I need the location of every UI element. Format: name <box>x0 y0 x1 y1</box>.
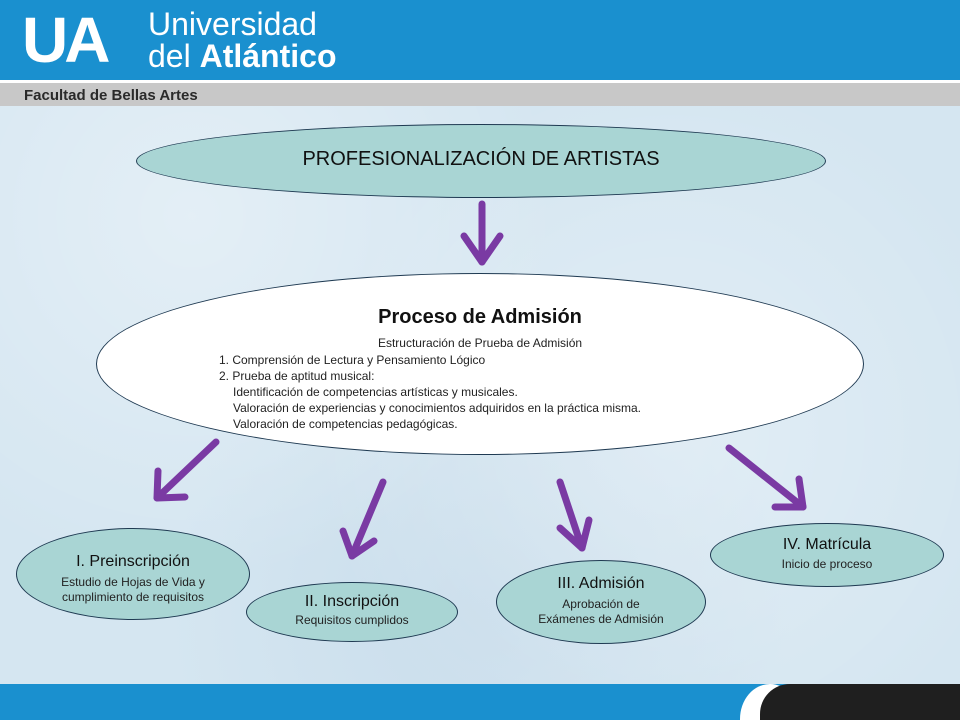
step-description-line: Requisitos cumplidos <box>295 613 409 627</box>
list-item: 2. Prueba de aptitud musical: <box>219 369 375 383</box>
admission-process-title: Proceso de Admisión <box>378 306 582 328</box>
arrow-down-left-icon <box>343 482 383 556</box>
step-description-line: Estudio de Hojas de Vida y <box>61 575 205 589</box>
arrow-down-icon <box>464 204 500 262</box>
footer-decoration <box>740 684 960 720</box>
university-name-bold: Atlántico <box>199 38 337 74</box>
list-item: Valoración de competencias pedagógicas. <box>233 417 458 431</box>
admission-process-subtitle: Estructuración de Prueba de Admisión <box>377 336 583 350</box>
step-title: IV. Matrícula <box>782 536 872 553</box>
step-title: I. Preinscripción <box>76 553 190 570</box>
step-description-line: cumplimiento de requisitos <box>61 590 205 604</box>
step-title: III. Admisión <box>557 575 645 592</box>
university-logo-mark: UA <box>22 4 107 76</box>
step-title: II. Inscripción <box>304 593 400 610</box>
university-name-prefix: del <box>148 38 200 74</box>
step-description-line: Aprobación de <box>562 597 640 611</box>
list-item: Valoración de experiencias y conocimientos adquiridos en la práctica misma. <box>233 401 641 415</box>
university-name-line1: Universidad <box>148 6 317 42</box>
title-node-label: PROFESIONALIZACIÓN DE ARTISTAS <box>302 148 660 170</box>
list-item: Identificación de competencias artísticas y musicales. <box>233 385 518 399</box>
arrow-down-left-icon <box>157 442 216 498</box>
step-description-line: Exámenes de Admisión <box>538 612 664 626</box>
footer-dark-shape <box>760 684 960 720</box>
arrow-down-right-icon <box>729 448 803 507</box>
list-item: 1. Comprensión de Lectura y Pensamiento Lógico <box>219 353 486 367</box>
arrow-down-right-icon <box>560 482 589 548</box>
faculty-name: Facultad de Bellas Artes <box>24 87 198 104</box>
step-description-line: Inicio de proceso <box>781 557 873 571</box>
